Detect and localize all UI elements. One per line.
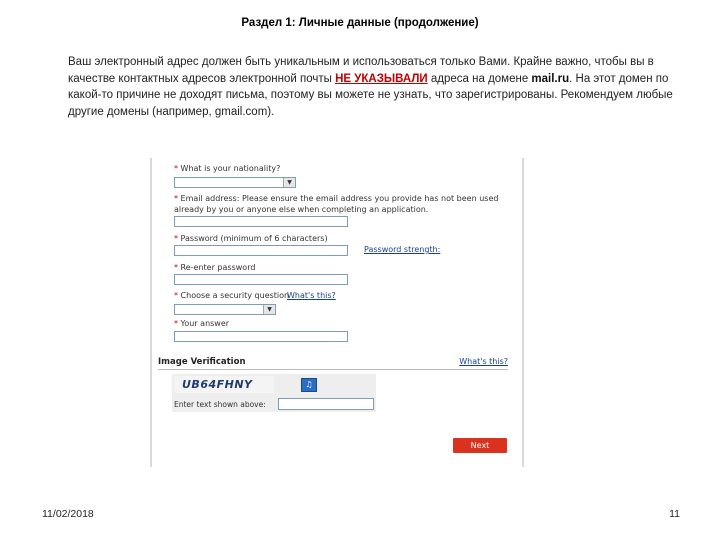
reenter-password-label-text: Re-enter password [178, 263, 256, 272]
speaker-icon[interactable]: ♫ [301, 378, 317, 392]
chevron-down-icon[interactable]: ▼ [283, 178, 295, 187]
captcha-image: UB64FHNY [174, 376, 274, 393]
intro-paragraph [68, 54, 678, 120]
intro-text-1: Ваш электронный адрес должен быть уникальным и использоваться только Вами. Крайне важно, чтобы вы в качестве контактных адресов электронной почты [68, 56, 654, 85]
image-verification-title: Image Verification [158, 357, 246, 367]
required-star: * [174, 319, 178, 328]
slide-page-number: 11 [669, 508, 680, 520]
security-question-select[interactable] [174, 304, 276, 315]
answer-label-text: Your answer [178, 319, 230, 328]
email-label [174, 194, 498, 203]
password-label [174, 234, 328, 243]
answer-field[interactable] [174, 331, 348, 342]
chevron-down-icon[interactable]: ▼ [263, 305, 275, 314]
captcha-input[interactable] [278, 398, 374, 410]
answer-label [174, 319, 229, 328]
image-verification-help-link[interactable]: What's this? [459, 357, 508, 366]
email-label-text: Email address: Please ensure the email address you provide has not been used [178, 194, 499, 203]
required-star: * [174, 194, 178, 203]
email-label-line2: already by you or anyone else when completing an application. [174, 205, 429, 214]
next-button[interactable]: Next [453, 438, 507, 453]
intro-text-2: адреса на домене [427, 72, 532, 85]
intro-warning: НЕ УКАЗЫВАЛИ [335, 72, 428, 85]
reenter-password-field[interactable] [174, 274, 348, 285]
captcha-input-label: Enter text shown above: [174, 400, 266, 409]
screenshot-right-border [522, 158, 524, 467]
reenter-password-label [174, 263, 255, 272]
nationality-label [174, 164, 280, 173]
registration-form-screenshot [150, 158, 524, 467]
security-question-help-link[interactable]: What's this? [287, 291, 336, 300]
security-question-label [174, 291, 289, 300]
required-star: * [174, 164, 178, 173]
image-verification-divider [158, 369, 508, 370]
security-question-label-text: Choose a security question [178, 291, 290, 300]
screenshot-left-border [150, 158, 152, 467]
captcha-panel [172, 374, 376, 412]
password-strength-link[interactable]: Password strength: [364, 245, 441, 254]
intro-text-3: . На этот домен по какой-то причине не доходят письма, поэтому вы можете не узнать, что зарегистрированы. Рекомендуем любые другие домены (например, gmail.com). [68, 72, 673, 118]
slide-date: 11/02/2018 [42, 508, 94, 520]
required-star: * [174, 263, 178, 272]
required-star: * [174, 291, 178, 300]
required-star: * [174, 234, 178, 243]
nationality-label-text: What is your nationality? [178, 164, 281, 173]
email-field[interactable] [174, 216, 348, 227]
password-field[interactable] [174, 245, 348, 256]
slide-title: Раздел 1: Личные данные (продолжение) [241, 17, 479, 29]
password-label-text: Password (minimum of 6 characters) [178, 234, 328, 243]
nationality-select[interactable] [174, 177, 296, 188]
intro-domain: mail.ru [531, 72, 570, 85]
